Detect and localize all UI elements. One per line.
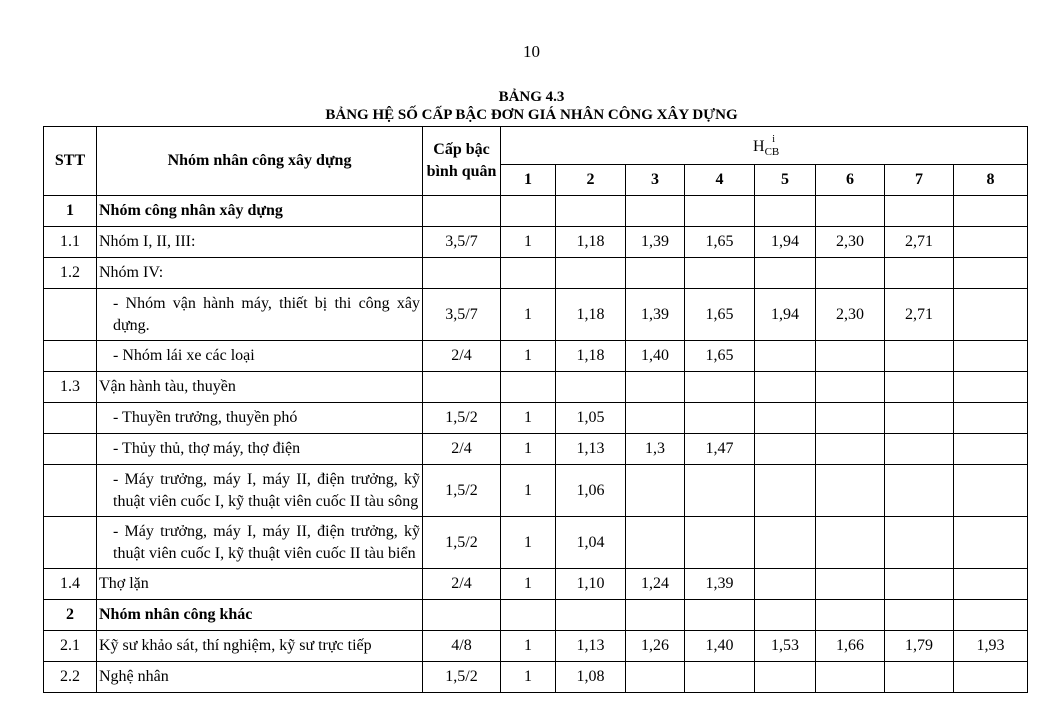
row-value xyxy=(685,662,755,693)
h-superscript: i xyxy=(772,133,776,145)
row-value xyxy=(954,341,1028,372)
row-grade: 3,5/7 xyxy=(423,289,501,341)
row-name: - Nhóm lái xe các loại xyxy=(97,341,423,372)
row-value: 2,71 xyxy=(885,289,954,341)
row-value: 1 xyxy=(501,434,556,465)
row-value xyxy=(816,372,885,403)
row-value xyxy=(626,600,685,631)
h-symbol: H xyxy=(753,137,765,155)
row-value xyxy=(755,662,816,693)
row-name: Nhóm nhân công khác xyxy=(97,600,423,631)
row-value xyxy=(685,196,755,227)
row-value xyxy=(626,372,685,403)
row-stt xyxy=(44,289,97,341)
table-row xyxy=(44,258,1028,289)
row-value xyxy=(501,196,556,227)
row-name: - Thủy thủ, thợ máy, thợ điện xyxy=(97,434,423,465)
row-value: 1 xyxy=(501,662,556,693)
row-value: 1,39 xyxy=(685,569,755,600)
row-value xyxy=(954,372,1028,403)
table-number: BẢNG 4.3 xyxy=(498,89,565,105)
row-value xyxy=(626,403,685,434)
row-grade: 4/8 xyxy=(423,631,501,662)
row-value: 1,26 xyxy=(626,631,685,662)
row-value xyxy=(885,434,954,465)
row-value xyxy=(816,517,885,569)
row-name: - Máy trưởng, máy I, máy II, điện trưởng, kỹ thuật viên cuốc I, kỹ thuật viên cuốc II tàu biển xyxy=(97,517,423,569)
header-level: 7 xyxy=(885,165,954,196)
row-value xyxy=(885,569,954,600)
row-stt: 1.2 xyxy=(44,258,97,289)
row-value: 1,79 xyxy=(885,631,954,662)
header-level: 2 xyxy=(556,165,626,196)
row-grade: 3,5/7 xyxy=(423,227,501,258)
row-value xyxy=(954,662,1028,693)
row-stt: 2.2 xyxy=(44,662,97,693)
table-row xyxy=(44,403,1028,434)
row-grade: 1,5/2 xyxy=(423,517,501,569)
row-value: 1,39 xyxy=(626,289,685,341)
row-stt: 1.4 xyxy=(44,569,97,600)
row-stt xyxy=(44,465,97,517)
header-grade-line1: Cấp bậc xyxy=(433,141,490,158)
row-value: 2,30 xyxy=(816,227,885,258)
row-value xyxy=(954,258,1028,289)
row-value: 1 xyxy=(501,517,556,569)
row-value: 1 xyxy=(501,289,556,341)
row-stt xyxy=(44,403,97,434)
row-name: Nghệ nhân xyxy=(97,662,423,693)
header-stt: STT xyxy=(44,127,97,196)
row-grade: 2/4 xyxy=(423,341,501,372)
row-name: Vận hành tàu, thuyền xyxy=(97,372,423,403)
row-value: 1,65 xyxy=(685,341,755,372)
row-value xyxy=(954,600,1028,631)
row-value xyxy=(685,372,755,403)
row-value xyxy=(954,196,1028,227)
row-value: 1,94 xyxy=(755,227,816,258)
row-value: 2,71 xyxy=(885,227,954,258)
row-value xyxy=(556,600,626,631)
row-value: 1,18 xyxy=(556,341,626,372)
row-value: 1,94 xyxy=(755,289,816,341)
header-group: Nhóm nhân công xây dựng xyxy=(97,127,423,196)
row-value xyxy=(816,196,885,227)
table-row xyxy=(44,341,1028,372)
row-value: 1,04 xyxy=(556,517,626,569)
row-value xyxy=(816,258,885,289)
row-value: 1 xyxy=(501,403,556,434)
row-value xyxy=(755,258,816,289)
row-value: 1 xyxy=(501,227,556,258)
row-value xyxy=(685,258,755,289)
header-grade xyxy=(423,127,501,196)
row-grade: 1,5/2 xyxy=(423,662,501,693)
row-value xyxy=(755,600,816,631)
row-value xyxy=(755,372,816,403)
row-stt: 1.1 xyxy=(44,227,97,258)
row-value: 1,65 xyxy=(685,289,755,341)
table-title: BẢNG HỆ SỐ CẤP BẬC ĐƠN GIÁ NHÂN CÔNG XÂY DỰNG xyxy=(325,107,738,123)
table-row xyxy=(44,631,1028,662)
row-value xyxy=(556,196,626,227)
row-value: 1,66 xyxy=(816,631,885,662)
table-row xyxy=(44,196,1028,227)
row-value xyxy=(816,341,885,372)
row-value xyxy=(501,258,556,289)
row-value: 1,93 xyxy=(954,631,1028,662)
row-value: 1,18 xyxy=(556,227,626,258)
row-value: 2,30 xyxy=(816,289,885,341)
row-value xyxy=(885,196,954,227)
table-body xyxy=(44,196,1028,693)
row-value: 1,08 xyxy=(556,662,626,693)
row-name: Thợ lặn xyxy=(97,569,423,600)
row-value: 1 xyxy=(501,569,556,600)
row-value: 1,40 xyxy=(626,341,685,372)
table-row xyxy=(44,372,1028,403)
row-value xyxy=(755,196,816,227)
table-row xyxy=(44,662,1028,693)
row-name: Kỹ sư khảo sát, thí nghiệm, kỹ sư trực tiếp xyxy=(97,631,423,662)
row-value xyxy=(954,289,1028,341)
header-level: 1 xyxy=(501,165,556,196)
row-value xyxy=(685,600,755,631)
row-value xyxy=(816,569,885,600)
header-grade-line2: bình quân xyxy=(426,163,497,180)
row-value: 1,10 xyxy=(556,569,626,600)
table-row xyxy=(44,517,1028,569)
row-name: Nhóm I, II, III: xyxy=(97,227,423,258)
row-value xyxy=(626,196,685,227)
row-value: 1 xyxy=(501,341,556,372)
row-name: - Thuyền trưởng, thuyền phó xyxy=(97,403,423,434)
table-row xyxy=(44,465,1028,517)
row-value xyxy=(626,662,685,693)
row-value: 1,3 xyxy=(626,434,685,465)
row-value xyxy=(501,600,556,631)
row-value: 1,24 xyxy=(626,569,685,600)
table-row xyxy=(44,569,1028,600)
row-value xyxy=(816,662,885,693)
row-name: Nhóm IV: xyxy=(97,258,423,289)
table-row xyxy=(44,227,1028,258)
row-grade xyxy=(423,600,501,631)
row-stt xyxy=(44,341,97,372)
row-value xyxy=(501,372,556,403)
row-value xyxy=(885,600,954,631)
row-value xyxy=(685,465,755,517)
table-row xyxy=(44,434,1028,465)
table-row xyxy=(44,600,1028,631)
row-value: 1 xyxy=(501,465,556,517)
row-grade: 1,5/2 xyxy=(423,465,501,517)
row-value xyxy=(954,517,1028,569)
row-value xyxy=(885,517,954,569)
row-value: 1,13 xyxy=(556,631,626,662)
wage-coefficient-table xyxy=(43,126,1028,693)
row-value xyxy=(954,403,1028,434)
row-value: 1,39 xyxy=(626,227,685,258)
row-value: 1 xyxy=(501,631,556,662)
row-value: 1,06 xyxy=(556,465,626,517)
row-name: Nhóm công nhân xây dựng xyxy=(97,196,423,227)
row-grade xyxy=(423,196,501,227)
row-name: - Máy trưởng, máy I, máy II, điện trưởng, kỹ thuật viên cuốc I, kỹ thuật viên cuốc II tàu sông xyxy=(97,465,423,517)
row-grade: 2/4 xyxy=(423,434,501,465)
row-value xyxy=(816,434,885,465)
row-value xyxy=(556,258,626,289)
row-value xyxy=(954,569,1028,600)
row-value xyxy=(885,403,954,434)
row-stt: 2.1 xyxy=(44,631,97,662)
row-stt xyxy=(44,517,97,569)
header-level: 5 xyxy=(755,165,816,196)
row-value: 1,18 xyxy=(556,289,626,341)
row-value xyxy=(816,600,885,631)
table-row xyxy=(44,289,1028,341)
row-value xyxy=(885,465,954,517)
header-level: 4 xyxy=(685,165,755,196)
row-value xyxy=(626,258,685,289)
row-value: 1,13 xyxy=(556,434,626,465)
row-value xyxy=(755,569,816,600)
row-value xyxy=(755,341,816,372)
row-value: 1,40 xyxy=(685,631,755,662)
header-coefficient xyxy=(501,127,1028,165)
row-value xyxy=(885,372,954,403)
row-grade: 1,5/2 xyxy=(423,403,501,434)
row-value xyxy=(885,341,954,372)
row-value xyxy=(954,434,1028,465)
row-grade: 2/4 xyxy=(423,569,501,600)
row-value xyxy=(685,403,755,434)
h-subscript: CB xyxy=(764,145,780,158)
row-stt: 1.3 xyxy=(44,372,97,403)
row-grade xyxy=(423,258,501,289)
header-level: 6 xyxy=(816,165,885,196)
page-number: 10 xyxy=(523,42,540,61)
header-level: 3 xyxy=(626,165,685,196)
row-value xyxy=(885,662,954,693)
row-name: - Nhóm vận hành máy, thiết bị thi công xây dựng. xyxy=(97,289,423,341)
row-value xyxy=(626,465,685,517)
table-caption xyxy=(0,88,1063,124)
row-stt: 1 xyxy=(44,196,97,227)
row-grade xyxy=(423,372,501,403)
row-value xyxy=(816,403,885,434)
row-value xyxy=(755,517,816,569)
row-value: 1,65 xyxy=(685,227,755,258)
row-value xyxy=(816,465,885,517)
row-value xyxy=(755,434,816,465)
row-value xyxy=(755,465,816,517)
row-stt: 2 xyxy=(44,600,97,631)
row-value xyxy=(556,372,626,403)
row-value xyxy=(885,258,954,289)
row-value xyxy=(954,227,1028,258)
row-value xyxy=(954,465,1028,517)
row-value xyxy=(685,517,755,569)
row-value: 1,53 xyxy=(755,631,816,662)
header-level: 8 xyxy=(954,165,1028,196)
row-value xyxy=(755,403,816,434)
row-value: 1,47 xyxy=(685,434,755,465)
row-stt xyxy=(44,434,97,465)
row-value: 1,05 xyxy=(556,403,626,434)
row-value xyxy=(626,517,685,569)
